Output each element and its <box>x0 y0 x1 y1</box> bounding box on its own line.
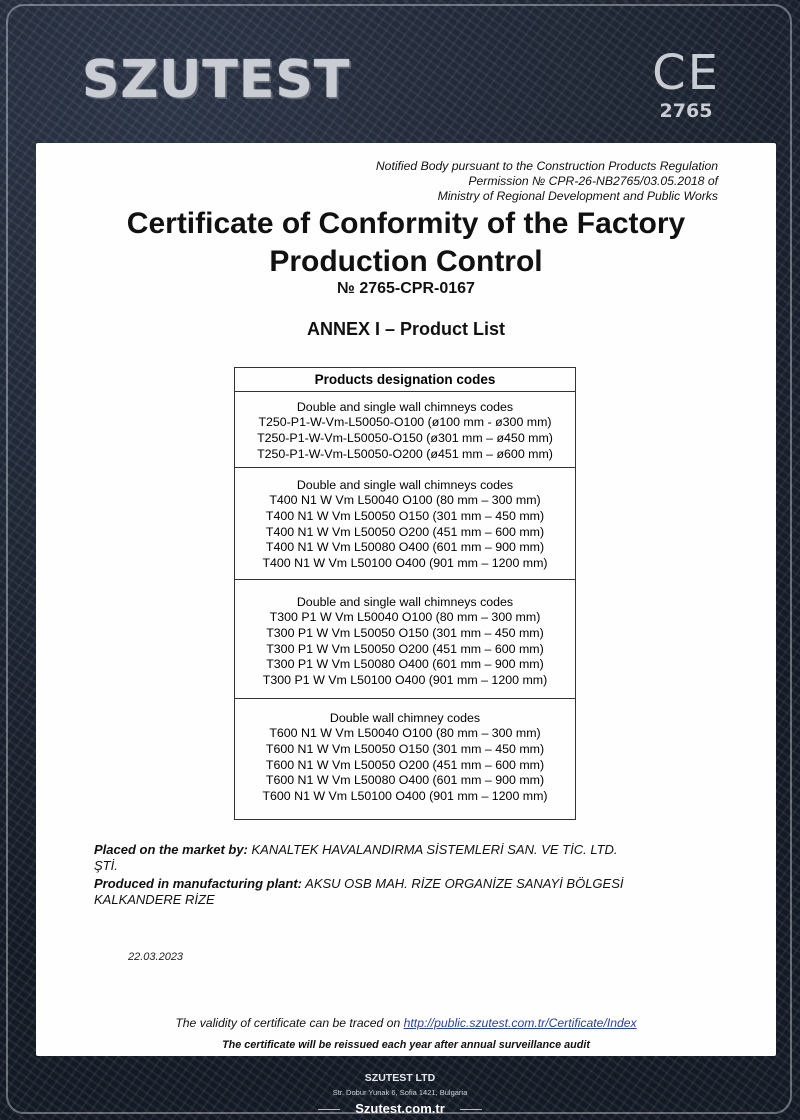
product-group <box>235 392 575 468</box>
product-code: T600 N1 W Vm L50080 O400 (601 mm – 900 mm) <box>265 773 545 788</box>
product-code: T250-P1-W-Vm-L50050-O100 (ø100 mm - ø300 mm) <box>258 415 552 429</box>
title-line: Production Control <box>269 245 543 278</box>
product-code: T400 N1 W Vm L50080 O400 (601 mm – 900 mm) <box>265 540 545 555</box>
product-code: T250-P1-W-Vm-L50050-O150 (ø301 mm – ø450 mm) <box>257 430 553 445</box>
footer-website[interactable]: Szutest.com.tr <box>355 1101 445 1116</box>
product-code: T300 P1 W Vm L50050 O150 (301 mm – 450 mm) <box>266 625 544 640</box>
certificate-number: № 2765-CPR-0167 <box>337 280 475 297</box>
reissue-notice: The certificate will be reissued each year after annual surveillance audit <box>222 1039 590 1051</box>
title-line: Certificate of Conformity of the Factory <box>126 207 686 240</box>
issue-date: 22.03.2023 <box>128 951 184 963</box>
placed-value-continued: ŞTİ. <box>94 858 118 873</box>
validity-text: The validity of certificate can be traced on <box>175 1016 401 1030</box>
product-code: T300 P1 W Vm L50050 O200 (451 mm – 600 mm) <box>266 641 544 656</box>
products-table <box>234 367 576 820</box>
product-code: T400 N1 W Vm L50050 O200 (451 mm – 600 mm) <box>265 524 545 539</box>
certificate-title <box>36 205 776 281</box>
group-title: Double and single wall chimneys codes <box>296 478 514 492</box>
product-code: T600 N1 W Vm L50040 O100 (80 mm – 300 mm) <box>269 726 541 740</box>
placed-label: Placed on the market by: <box>94 842 248 857</box>
market-info <box>94 842 734 908</box>
footer-divider <box>460 1109 482 1110</box>
product-code: T300 P1 W Vm L50100 O400 (901 mm – 1200 mm) <box>262 673 548 688</box>
product-code: T400 N1 W Vm L50100 O400 (901 mm – 1200 mm) <box>262 556 548 571</box>
validity-statement <box>36 1016 776 1030</box>
product-code: T300 P1 W Vm L50040 O100 (80 mm – 300 mm) <box>269 610 541 624</box>
footer-company: SZUTEST LTD <box>364 1072 436 1084</box>
product-group <box>235 580 575 699</box>
product-code: T600 N1 W Vm L50050 O150 (301 mm – 450 mm) <box>265 741 545 756</box>
notified-line: Notified Body pursuant to the Construction Products Regulation <box>375 159 718 173</box>
product-code: T600 N1 W Vm L50050 O200 (451 mm – 600 mm) <box>265 757 545 772</box>
annex-title: ANNEX I – Product List <box>306 319 506 339</box>
group-title: Double wall chimney codes <box>329 711 481 725</box>
product-code: T250-P1-W-Vm-L50050-O200 (ø451 mm – ø600 mm) <box>257 446 553 461</box>
group-title: Double and single wall chimneys codes <box>296 595 514 609</box>
footer-address: Str. Dobur Yunak 6, Sofia 1421, Bulgaria <box>332 1088 468 1097</box>
notified-line: Permission № CPR-26-NB2765/03.05.2018 of <box>468 174 718 188</box>
ce-logo-icon: CE <box>652 45 720 101</box>
certificate-paper <box>36 143 776 1056</box>
produced-value: AKSU OSB MAH. RİZE ORGANİZE SANAYİ BÖLGESİ <box>305 876 624 891</box>
notified-line: Ministry of Regional Development and Public Works <box>437 189 718 203</box>
szutest-logo: SZUTEST <box>82 50 351 110</box>
product-group <box>235 699 575 819</box>
table-header: Products designation codes <box>235 368 575 392</box>
produced-label: Produced in manufacturing plant: <box>94 876 303 891</box>
produced-line <box>94 876 734 892</box>
placed-value: KANALTEK HAVALANDIRMA SİSTEMLERİ SAN. VE TİC. LTD. <box>251 842 618 857</box>
product-code: T600 N1 W Vm L50100 O400 (901 mm – 1200 mm) <box>262 789 548 804</box>
product-code: T300 P1 W Vm L50080 O400 (601 mm – 900 mm) <box>266 657 544 672</box>
ce-mark <box>646 45 726 122</box>
ce-number: 2765 <box>659 100 713 122</box>
produced-value-continued: KALKANDERE RİZE <box>94 892 215 907</box>
product-group <box>235 468 575 580</box>
notified-body-text <box>218 159 718 204</box>
product-code: T400 N1 W Vm L50040 O100 (80 mm – 300 mm) <box>269 493 541 507</box>
product-code: T400 N1 W Vm L50050 O150 (301 mm – 450 mm) <box>265 508 545 523</box>
certificate-link[interactable]: http://public.szutest.com.tr/Certificate/Index <box>403 1016 637 1030</box>
placed-line <box>94 842 734 858</box>
group-title: Double and single wall chimneys codes <box>296 400 514 414</box>
